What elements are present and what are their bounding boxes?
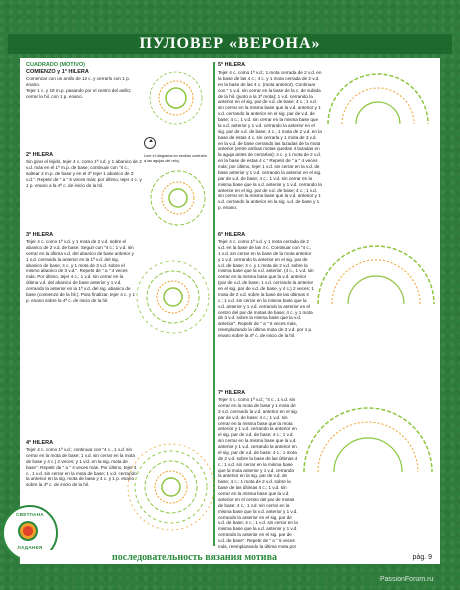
row7-title: 7ª HILERA [218, 390, 246, 396]
row2-title: 2ª HILERA [26, 152, 54, 158]
row1-title: COMIENZO y 1ª HILERA [26, 69, 89, 76]
row3-text: Tejer 4 c. como 1ª v.d. y 1 mota de 2 v.d. sobre el abanico de 2 v.d. de base. Seguir con "4 c.; 1 v.d. sin cerrar en la última v.d. del abanico de base anterior y 1 v.d. cerrando la anterior en la 1ª v.d. del sig. abanico de base; 4 c. y 1 mota de 3 v.d. sobre el mismo abanico de 3 v.d.". Repetir de " a " 4 veces más. Por último, tejer 4 c.; 1 v.d. sin cerrar en la última v.d. del abanico de base anterior y 1 v.d. cerrando la anterior en la 1ª v.d. del sig. abanico de base (comienzo de la hil.). Para finalizar, tejer 4 c. y 1 p. enano sobre la 4ª c. de inicio de la hil. [26, 239, 136, 303]
row4-title: 4ª HILERA [26, 440, 54, 446]
counter-clockwise-icon [144, 137, 156, 149]
row4-diagram [126, 442, 216, 532]
row5-title: 5ª HILERA [218, 62, 246, 68]
row7-block [218, 390, 298, 550]
row3-diagram [132, 256, 214, 338]
row2-block [26, 152, 144, 188]
row6-diagram [314, 236, 438, 306]
row2-text: Sin girar el tejido, tejer 4 c. como 1ª v.d. y 1 abanico de 2 v.d. más en el 1º m.p. de base; continuar con "4 c., saltear 2 m.p. de base y en el 3º tejer 1 abanico de 3 v.d.". Repetir de " a " 5 veces más; por último, tejer 4 c. y 1 p. enano a la 4ª c. de inicio de la hil. [26, 159, 142, 188]
row1-text: Comenzar con un anillo de 12 c. y cerrarlo con 1 p. enano. [26, 76, 130, 87]
title-bar [8, 34, 452, 54]
legend-note: Leer el diagrama en sentido contrario a las agujas del reloj. [144, 154, 207, 163]
sequence-caption: последовательность вязания мотива [112, 551, 277, 563]
row7-text: Tejer 4 c. como 1ª v.d.; "4 c., 1 v.d. sin cerrar en la mota de base y 1 mota de 3 v.d. cerrando la v.d. anterior en el sig. par de v.d. de base; 4 c.; 1 v.d. sin cerrar en la misma base que la mota anterior y 1 v.d. cerrando la anterior en el sig. par de v.d. de base; 4 c.; 1 v.d. sin cerrar en la misma base que la v.d. anterior y 1 v.d. cerrando la anterior en el sig. par de v.d. de base; 4 c.; 1 mota de 2 v.d. sobre la base de las últimas 4 c.; 1 v.d. sin cerrar en la misma base que la mota anterior y 1 v.d. cerrando la anterior en la sig. par de v.d. de base; 4 c.; 1 mota de 2 v.d. sobre la base de las últimas 4 c.; 1 v.d. sin cerrar en la misma base que la v.d. anterior en el centro del par de motas de base; 4 c.; 1 v.d. sin cerrar en la misma base que la v.d. anterior y 1 v.d. cerrando la anterior en el sig. par de v.d. de base; 4 c.; 1 v.d. sin cerrar en la misma base que la v.d. anterior y 1 v.d. cerrando la anterior en el sig. par de v.d. de base". Repetir de " a " 5 veces más, reemplazando la última mota por [218, 397, 299, 549]
left-column [24, 60, 214, 548]
logo-bottom-text: ЛАДАНЕЯ [17, 545, 43, 550]
logo-top-text: СВЕТЛАНА [16, 512, 44, 517]
row6-text: Tejer 4 c. como 1ª v.d. y 1 mota cerrada de 2 v.d. en la base de las 4 c. Continuar con "4 c., 1 v.d. sin cerrar en la base de la mota anterior y 1 v.d. cerrando la anterior en el sig. par de v.d. de base; 4 c. y 1 mota de 2 v.d. sobre la misma base que la v.d. anterior. (4 c., 1 v.d. sin cerrar en la misma base que la v.d. anterior (par de v.d. de base; 1 v.d. cerrando la anterior en el sig. par de v.d. de base, y 4 c.) 2 veces; 1 mota de 2 v.d. sobre la base de las últimas 4 c.; 1 v.d. sin cerrar en la misma base que la v.d. anterior y 1 v.d. cerrando la anterior en el centro del par de motas de base; 4 c. y 1 mota de 3 v.d. sobre la misma base que la v.d. anterior". Repetir de " a " 5 veces más, reemplazando la última mota de 3 v.d. por 1 p. enano sobre la 4ª c. de inicio de la hil. [218, 239, 314, 339]
page-number: pág. 9 [412, 553, 432, 561]
row3-block [26, 232, 136, 304]
row7-diagram [300, 394, 436, 474]
row6-block [218, 232, 314, 339]
row4-block [26, 440, 138, 488]
right-column [216, 60, 438, 548]
row5-block [218, 70, 436, 211]
motif-label: CUADRADO (MOTIVO) [26, 62, 85, 68]
row1-diagram [142, 64, 210, 132]
row5-block-top [218, 62, 320, 69]
watermark: PassionForum.ru [380, 576, 434, 583]
row5-text: Tejer 4 c. como 1ª v.d.; 1 mota cerrada de 2 v.d. en la base de las 4 c.; 4 c. y 1 mota cerrada de 2 v.d. en la base de las 4 c. (mota anterior). Continuar con " 1 v.d. sin cerrar en la base de la c. de subida de la hil. (junto a la 1ª mota); 1 v.d. cerrando la anterior en el sig. par de v.d. de base; 4 c.; 1 v.d. sin cerrar en la misma base que la v.d. anterior y 1 v.d. cerrando la anterior en el sig. par de v.d. de base; 4 c.; 1 v.d. sin cerrar en la misma base que la v.d. anterior y 1 v.d. cerrando la anterior en el sig. par de v.d. de base; 4 c.; 1 mota de 2 v.d. en la base de estas 4 c. sin cerrarla y 1 mota de 3 v.d. en la v.d. de base cerrando las lazadas de la mota anterior (entre ambas motas quedan 4 lazadas en la aguja antes de cerrarlas); 4 c. y 1 mota de 2 v.d. en la base de estas 4 c." Repetir de " a " 4 veces más; por último, tejer 1 v.d. sin cerrar en la v.d. de base anterior y 1 v.d. cerrando la anterior en el sig. par de v.d. de base; 4 c.; 1 v.d. sin cerrar en la misma base que la v.d. anterior y 1 v.d. cerrando la anterior en el sig. par de v.d. de base; 4 c.; 1 v.d. sin cerrar en la misma base que la v.d. anterior y 1 v.d. cerrando la anterior en la sig. v.d. de base y 1 p. enano. [218, 70, 322, 211]
row4-text: Tejer 4 c. como 1ª v.d.; continuar con "4 c., 1 v.d. sin cerrar en la mota de base; 1 v.d. sin cerrar en la mota de base y 4 c.) 2 veces; y 1 v.d. en la sig. mota de base". Repetir de " a " 4 veces más. Por último, tejer 4 c., 1 v.d. sin cerrar en la mota de base; 1 v.d. cerrando la anterior en la sig. mota de base y 4 c. y 1 p. enano sobre la 4ª c. de inicio de la hil. [26, 447, 137, 488]
row6-title: 6ª HILERA [218, 232, 246, 238]
row3-title: 3ª HILERA [26, 232, 54, 238]
footer-bar [20, 550, 440, 564]
row1-text-2: Tejer 1 c. y 18 m.p. pasando por el centro del anillo; cerrar la hil. con 1 p. enano. [26, 87, 132, 99]
page-title: ПУЛОВЕР «ВЕРОНА» [139, 35, 321, 52]
flower-icon [18, 521, 38, 541]
row1-block [26, 62, 136, 100]
legend [144, 136, 210, 164]
row2-diagram [144, 164, 212, 232]
pattern-page [20, 58, 440, 550]
